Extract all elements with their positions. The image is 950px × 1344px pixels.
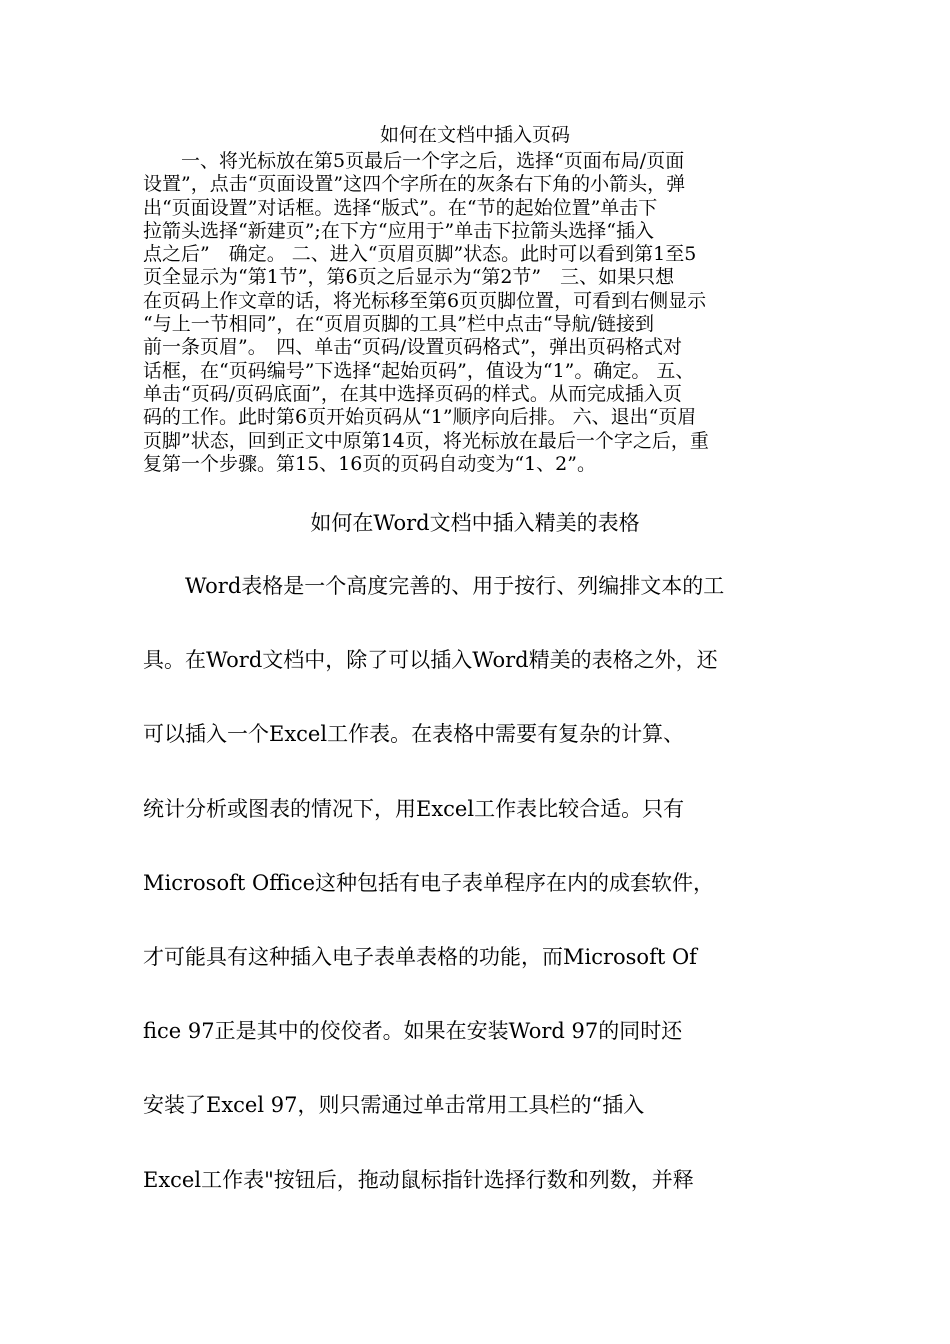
text-line: Excel工作表"按钮后，拖动鼠标指针选择行数和列数，并释 [143,1167,694,1192]
text-line: 页脚”状态，回到正文中原第14页，将光标放在最后一个字之后，重 [143,429,709,452]
text-line: 一、将光标放在第5页最后一个字之后，选择“页面布局/页面 [143,150,685,172]
text-line: 设置”，点击“页面设置”这四个字所在的灰条右下角的小箭头，弹 [143,173,686,196]
text-line: 才可能具有这种插入电子表单表格的功能，而Microsoft Of [143,944,697,969]
text-line: 点之后” 确定。 二、进入“页眉页脚”状态。此时可以看到第1至5 [143,243,697,266]
text-line: 拉箭头选择“新建页”;在下方“应用于”单击下拉箭头选择“插入 [143,219,654,242]
text-line: 安装了Excel 97，则只需通过单击常用工具栏的“插入 [143,1093,645,1118]
text-line: 在页码上作文章的话，将光标移至第6页页脚位置，可看到右侧显示 [143,289,707,312]
text-line: 统计分析或图表的情况下，用Excel工作表比较合适。只有 [143,796,685,821]
text-line: 复第一个步骤。第15、16页的页码自动变为“1、2”。 [143,452,596,475]
text-line: 码的工作。此时第6页开始页码从“1”顺序向后排。 六、退出“页眉 [143,406,697,429]
text-line: 话框，在“页码编号”下选择“起始页码”，值设为“1”。确定。 五、 [143,359,695,382]
text-line: “与上一节相同”，在“页眉页脚的工具”栏中点击“导航/链接到 [143,313,654,336]
text-line: 具。在Word文档中，除了可以插入Word精美的表格之外，还 [143,648,718,673]
text-line: 前一条页眉”。 四、单击“页码/设置页码格式”，弹出页码格式对 [143,336,683,359]
text-line: 可以插入一个Excel工作表。在表格中需要有复杂的计算、 [143,722,685,747]
text-line: Word表格是一个高度完善的、用于按行、列编排文本的工 [143,574,725,598]
text-line: 单击“页码/页码底面”，在其中选择页码的样式。从而完成插入页 [143,382,682,405]
text-line: 出“页面设置”对话框。选择“版式”。在“节的起始位置”单击下 [143,196,658,219]
text-line: 页全显示为“第1节”，第6页之后显示为“第2节” 三、如果只想 [143,266,675,289]
paragraph-page-numbers [143,150,807,476]
section-title-word-tables: 如何在Word文档中插入精美的表格 [310,511,640,535]
text-line: Microsoft Office这种包括有电子表单程序在内的成套软件， [143,870,715,895]
section-title-page-numbers: 如何在文档中插入页码 [379,124,570,146]
text-line: fice 97正是其中的佼佼者。如果在安装Word 97的同时还 [143,1019,683,1044]
paragraph-word-tables [143,566,843,1234]
